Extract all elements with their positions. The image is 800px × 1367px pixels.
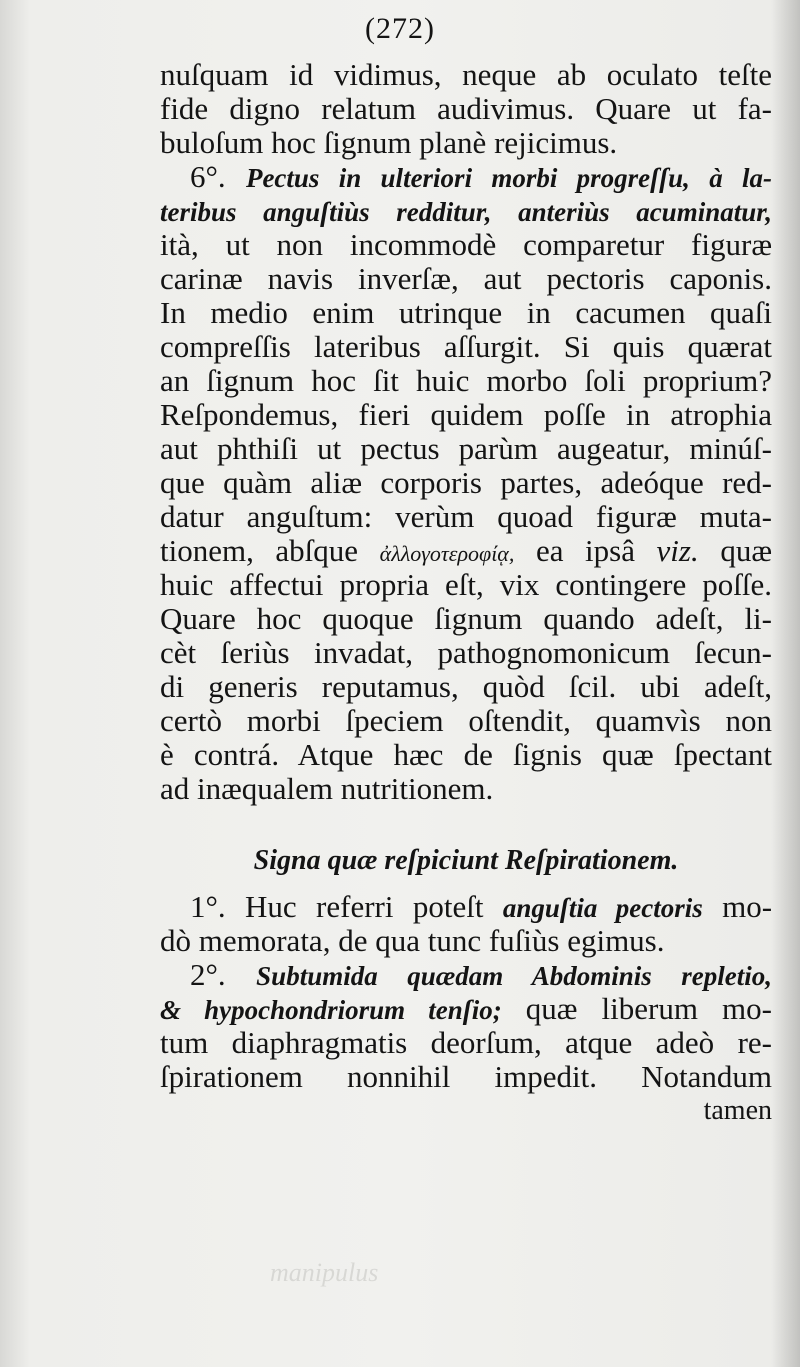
paragraph-number: 6°. (190, 159, 226, 194)
text-line (160, 534, 772, 568)
text-span: mo- (722, 889, 773, 924)
catchword: tamen (703, 1095, 772, 1126)
text-line: dò memorata, de qua tunc fuſiùs egimus. (160, 923, 665, 958)
text-line: compreſſis lateribus aſſurgit. Si quis quærat (160, 329, 772, 364)
text-span: quæ liberum mo- (525, 991, 772, 1026)
bleed-through-text: manipulus (270, 1258, 379, 1287)
text-line: tum diaphragmatis deorſum, atque adeò re- (160, 1025, 772, 1060)
text-line: In medio enim utrinque in cacumen quaſi (160, 295, 772, 330)
section-heading: Signa quæ reſpiciunt Reſpirationem. (253, 845, 679, 876)
text-line: datur anguſtum: verùm quoad figuræ muta- (160, 499, 772, 534)
paragraph-number: 2°. (190, 957, 226, 992)
text-line: que quàm aliæ corporis partes, adeóque red- (160, 465, 772, 500)
text-span: ea ipsâ (535, 533, 635, 568)
text-line: nuſquam id vidimus, neque ab oculato teſte (160, 57, 772, 92)
text-line: di generis reputamus, quòd ſcil. ubi adeſt, (160, 669, 772, 704)
paragraph-number: 1°. (190, 889, 226, 924)
text-line: Quare hoc quoque ſignum quando adeſt, li- (160, 601, 772, 636)
page-number: (272) (365, 12, 435, 45)
text-line: buloſum hoc ſignum planè rejicimus. (160, 125, 618, 160)
text-line (160, 194, 772, 228)
text-line: Reſpondemus, fieri quidem poſſe in atrophia (160, 397, 772, 432)
page-edge-shadow (772, 0, 800, 1367)
italic-text: Pectus in ulteriori morbi progreſſu, à la- (245, 163, 772, 193)
paragraph-2-line-1 (160, 958, 772, 992)
text-line: cèt ſeriùs invadat, pathognomonicum ſecun- (160, 635, 772, 670)
italic-text: Subtumida quædam Abdominis repletio, (256, 961, 772, 991)
text-line: fide digno relatum audivimus. Quare ut fa- (160, 91, 772, 126)
italic-text: teribus anguſtiùs redditur, anteriùs acuminatur, (160, 197, 772, 227)
text-line: an ſignum hoc ſit huic morbo ſoli proprium? (160, 363, 772, 398)
text-body (160, 58, 772, 1128)
text-line: certò morbi ſpeciem oſtendit, quamvìs non (160, 703, 772, 738)
text-span: Huc referri poteſt (245, 889, 484, 924)
text-span: tionem, abſque (160, 533, 359, 568)
text-line: huic affectui propria eſt, vix contingere poſſe. (160, 567, 772, 602)
italic-text: & hypochondriorum tenſio; (160, 995, 502, 1025)
text-line: è contrá. Atque hæc de ſignis quæ ſpectant (160, 737, 772, 772)
text-line: ſpirationem nonnihil impedit. Notandum (160, 1059, 772, 1094)
text-line: carinæ navis inverſæ, aut pectoris caponis. (160, 261, 772, 296)
text-line: aut phthiſi ut pectus parùm augeatur, minúſ- (160, 431, 772, 466)
greek-word: ἀλλογοτεροφίᾳ, (379, 541, 515, 566)
text-span: quæ (720, 533, 772, 568)
paragraph-1-line-1 (160, 890, 772, 924)
text-line: ità, ut non incommodè comparetur figuræ (160, 227, 772, 262)
italic-text: anguſtia pectoris (502, 893, 703, 923)
italic-text: viz. (656, 533, 699, 568)
text-line (160, 992, 772, 1026)
text-line: ad inæqualem nutritionem. (160, 771, 494, 806)
paragraph-6-line-1 (160, 160, 772, 194)
